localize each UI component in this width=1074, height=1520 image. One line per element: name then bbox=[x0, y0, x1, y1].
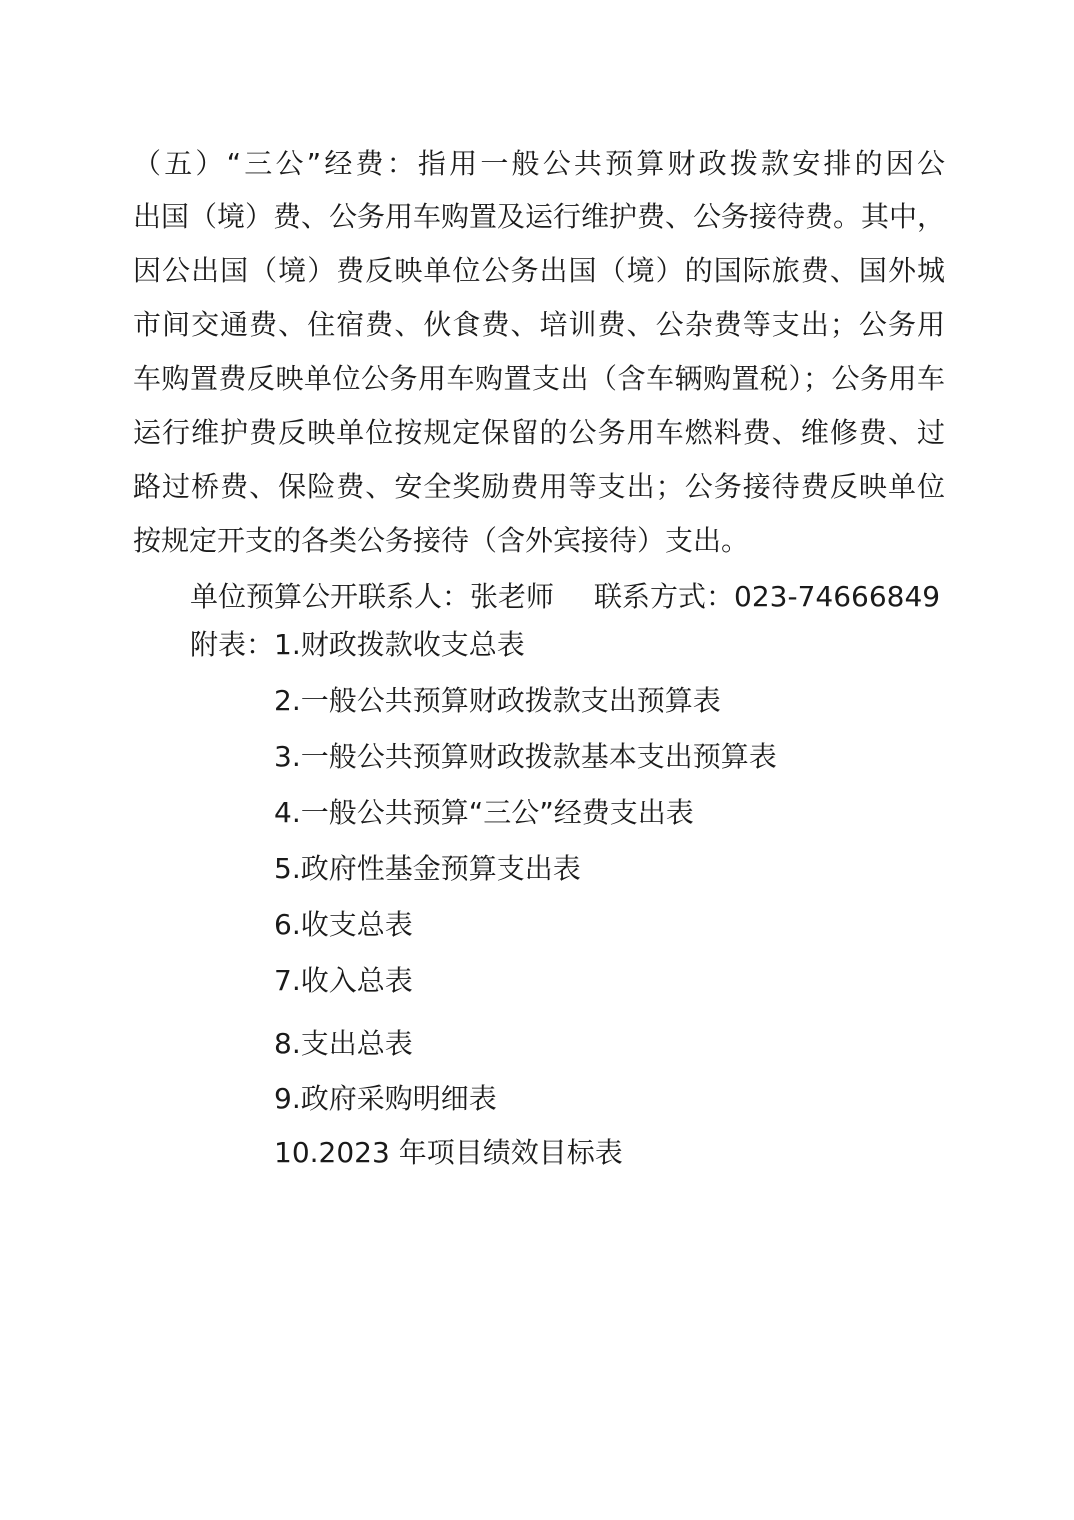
attachment-item: 10.2023 年项目绩效目标表 bbox=[274, 1136, 623, 1169]
paragraph-line: 因公出国（境）费反映单位公务出国（境）的国际旅费、国外城 bbox=[133, 254, 945, 287]
paragraph-line: 车购置费反映单位公务用车购置支出（含车辆购置税）；公务用车 bbox=[133, 362, 945, 395]
paragraph-line: 出国（境）费、公务用车购置及运行维护费、公务接待费。其中， bbox=[133, 200, 946, 233]
attachment-item: 7.收入总表 bbox=[274, 964, 413, 997]
attachment-item: 6.收支总表 bbox=[274, 908, 413, 941]
attachments-label: 附表：1.财政拨款收支总表 bbox=[190, 628, 525, 661]
paragraph-line: 按规定开支的各类公务接待（含外宾接待）支出。 bbox=[133, 524, 750, 557]
attachment-item: 2.一般公共预算财政拨款支出预算表 bbox=[274, 684, 721, 717]
attachment-item: 4.一般公共预算“三公”经费支出表 bbox=[274, 796, 694, 829]
attachment-item: 1.财政拨款收支总表 bbox=[274, 628, 525, 661]
attachment-item: 3.一般公共预算财政拨款基本支出预算表 bbox=[274, 740, 777, 773]
attachment-item: 9.政府采购明细表 bbox=[274, 1082, 497, 1115]
contact-person: 单位预算公开联系人：张老师 bbox=[190, 580, 555, 613]
contact-line bbox=[190, 580, 940, 614]
paragraph-line: 运行维护费反映单位按规定保留的公务用车燃料费、维修费、过 bbox=[133, 416, 945, 449]
paragraph-line: 路过桥费、保险费、安全奖励费用等支出；公务接待费反映单位 bbox=[133, 470, 945, 503]
attachment-item: 5.政府性基金预算支出表 bbox=[274, 852, 581, 885]
paragraph-line: 市间交通费、住宿费、伙食费、培训费、公杂费等支出；公务用 bbox=[133, 308, 945, 341]
contact-method: 联系方式：023-74666849 bbox=[594, 580, 941, 613]
attachment-item: 8.支出总表 bbox=[274, 1027, 413, 1060]
paragraph-line: （五）“三公”经费：指用一般公共预算财政拨款安排的因公 bbox=[133, 147, 945, 180]
